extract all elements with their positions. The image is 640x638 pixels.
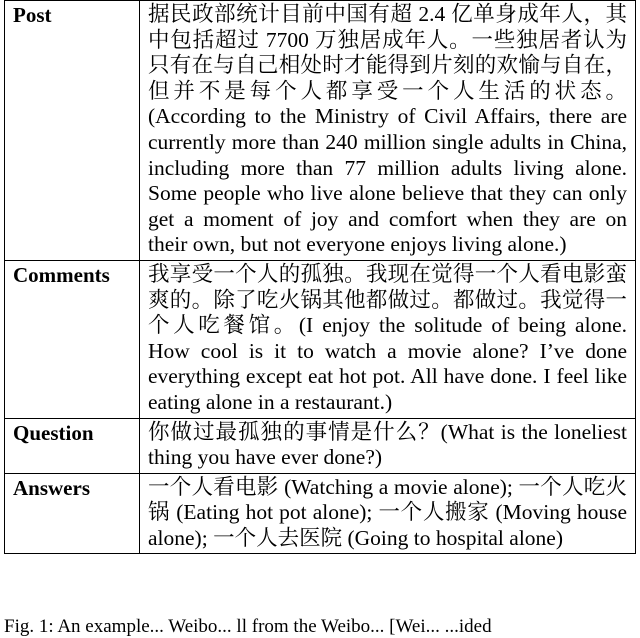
table-row-answers: [5, 473, 636, 554]
row-content-comments: 我享受一个人的孤独。我现在觉得一个人看电影蛮爽的。除了吃火锅其他都做过。都做过。我觉得一个人吃餐馆。(I enjoy the solitude of being alone. How cool is it to watch a movie alone? I’ve done everything except eat hot pot. All have done. I feel like eating alone in a restaurant.): [140, 260, 636, 418]
row-label-question: Question: [5, 418, 140, 473]
table-row-comments: [5, 260, 636, 418]
row-label-answers: Answers: [5, 473, 140, 554]
row-content-question: 你做过最孤独的事情是什么？(What is the loneliest thing you have ever done?): [140, 418, 636, 473]
figure-caption: Fig. 1: An example... Weibo... ll from the Weibo... [Wei... ...ided: [4, 616, 492, 637]
example-table: [4, 0, 636, 554]
row-content-post: 据民政部统计目前中国有超 2.4 亿单身成年人，其中包括超过 7700 万独居成年人。一些独居者认为只有在与自己相处时才能得到片刻的欢愉与自在，但并不是每个人都享受一个人生活的状态。 (According to the Ministry of Civil Affairs, there are currently more than 240 million single adults in China, including more than 77 million adults living alone. Some people who live alone believe that they can only get a moment of joy and comfort when they are on their own, but not everyone enjoys living alone.): [140, 1, 636, 261]
row-content-answers: 一个人看电影 (Watching a movie alone); 一个人吃火锅 (Eating hot pot alone); 一个人搬家 (Moving house alone); 一个人去医院 (Going to hospital alone): [140, 473, 636, 554]
table-row-question: [5, 418, 636, 473]
row-label-comments: Comments: [5, 260, 140, 418]
table-row-post: [5, 1, 636, 261]
row-label-post: Post: [5, 1, 140, 261]
